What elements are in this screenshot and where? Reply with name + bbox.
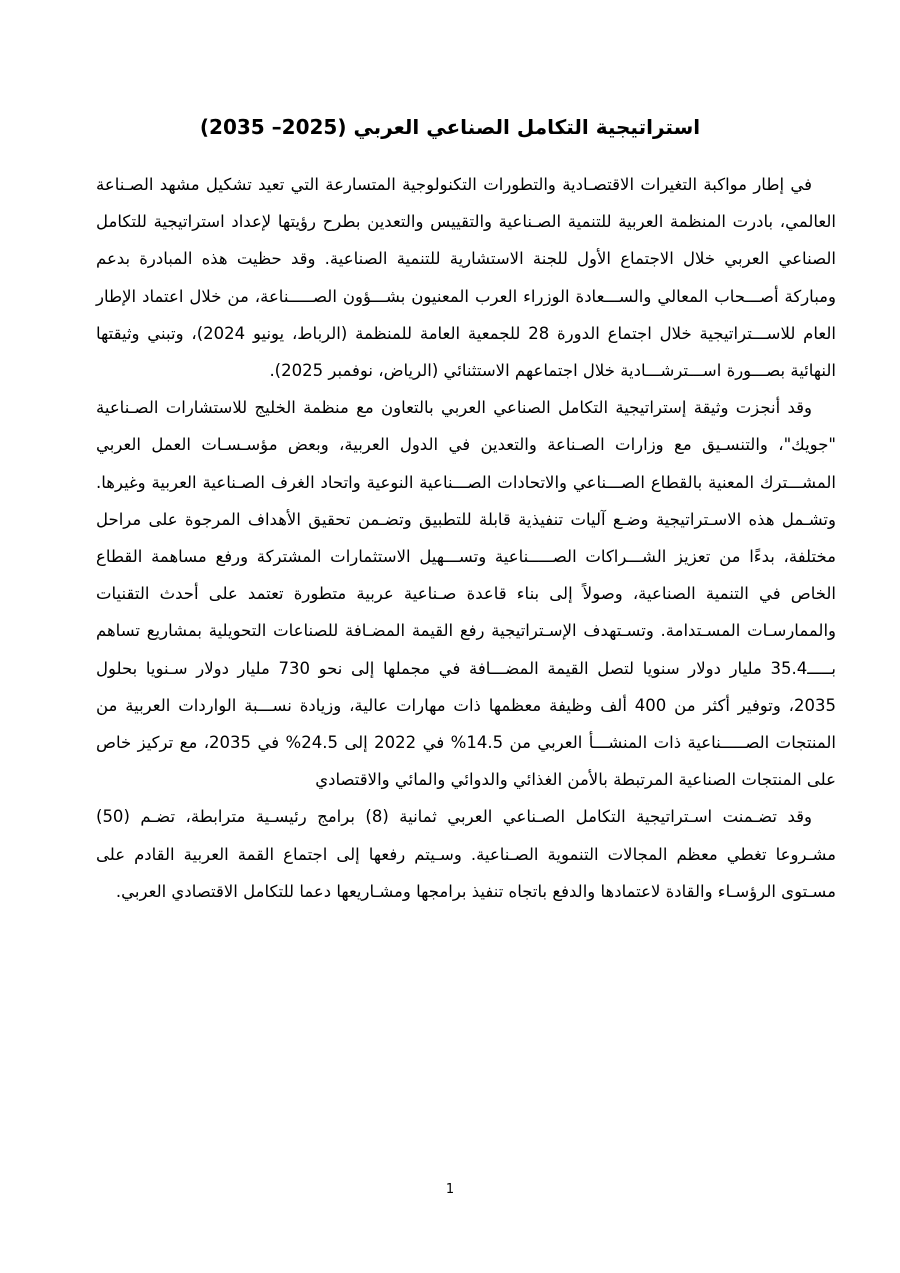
paragraph-preparation: وقد أنجزت وثيقة إستراتيجية التكامل الصناعي العربي بالتعاون مع منظمة الخليج للاستشارات الصـناعية "جويك"، والتنسـيق مع وزارات الصـناعة والتعدين في الدول العربية، وبعض مؤسـسـات العمل العربي المشـــترك المعنية بالقطاع الصـــناعي والاتحادات الصـــناعية النوعية واتحاد الغرف الصـناعية العربية وغيرها. وتشـمل هذه الاسـتراتيجية وضـع آليات تنفيذية قابلة للتطبيق وتضـمن تحقيق الأهداف المرجوة على مراحل مختلفة، بدءًا من تعزيز الشـــراكات الصـــــناعية وتســـهيل الاستثمارات المشتركة ورفع مساهمة القطاع الخاص في التنمية الصناعية، وصولاً إلى بناء قاعدة صـناعية عربية متطورة تعتمد على أحدث التقنيات والممارسـات المسـتدامة. وتسـتهدف الإسـتراتيجية رفع القيمة المضـافة للصناعات التحويلية بمشاريع تساهم بـــــ35.4 مليار دولار سنويا لتصل القيمة المضـــافة في مجملها إلى نحو 730 مليار دولار سـنويا بحلول 2035، وتوفير أكثر من 400 ألف وظيفة معظمها ذات مهارات عالية، وزيادة نســـبة الواردات العربية من المنتجات الصـــــناعية ذات المنشـــأ العربي من 14.5% في 2022 إلى 24.5% في 2035، مع تركيز خاص على المنتجات الصناعية المرتبطة بالأمن الغذائي والدوائي والمائي والاقتصادي xyxy=(96,398,836,790)
page-number: 1 xyxy=(445,1182,455,1197)
paragraph-intro: في إطار مواكبة التغيرات الاقتصـادية والتطورات التكنولوجية المتسارعة التي تعيد تشكيل مشهد الصـناعة العالمي، بادرت المنظمة العربية للتنمية الصـناعية والتقييس والتعدين بطرح رؤيتها لإعداد استراتيجية للتكامل الصناعي العربي خلال الاجتماع الأول للجنة الاستشارية للتنمية الصناعية. وقد حظيت هذه المبادرة بدعم ومباركة أصـــحاب المعالي والســـعادة الوزراء العرب المعنيون بشـــؤون الصـــــناعة، من خلال اعتماد الإطار العام للاســـتراتيجية خلال اجتماع الدورة 28 للجمعية العامة للمنظمة (الرباط، يونيو 2024)، وتبني وثيقتها النهائية بصـــورة اســـترشـــادية خلال اجتماعهم الاستثنائي (الرياض، نوفمبر 2025). xyxy=(96,175,836,381)
document-body xyxy=(96,166,836,910)
document-title: استراتيجية التكامل الصناعي العربي (2025– 2035) xyxy=(199,115,701,139)
paragraph-programs: وقد تضـمنت اسـتراتيجية التكامل الصـناعي العربي ثمانية (8) برامج رئيسـية مترابطة، تضـم (50) مشـروعا تغطي معظم المجالات التنموية الصـناعية. وسـيتم رفعها إلى اجتماع القمة العربية القادم على مسـتوى الرؤسـاء والقادة لاعتمادها والدفع باتجاه تنفيذ برامجها ومشـاريعها دعما للتكامل الاقتصادي العربي. xyxy=(96,807,836,901)
